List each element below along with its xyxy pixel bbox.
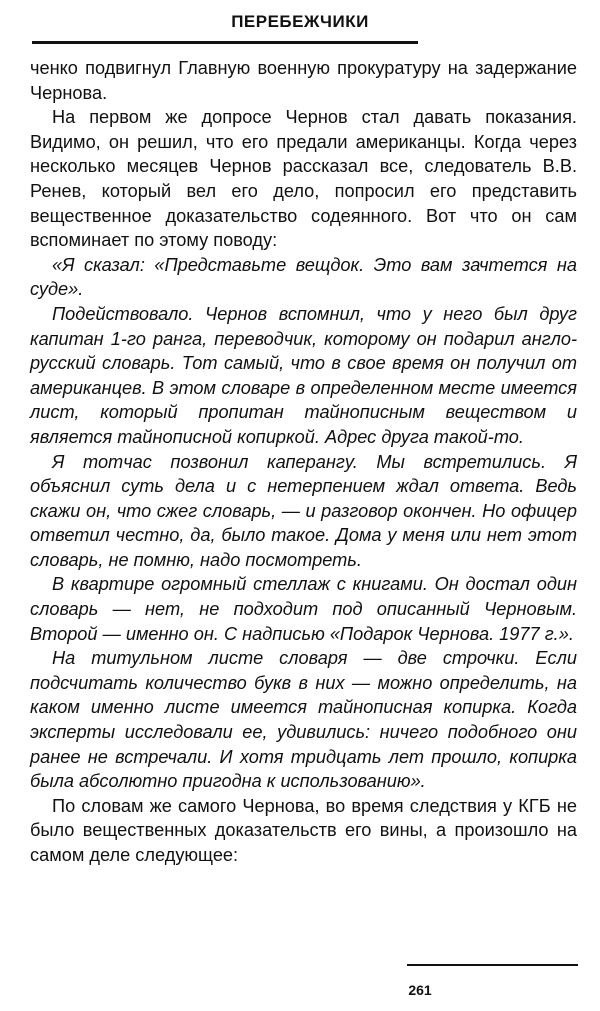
page-number: 261 — [408, 982, 432, 998]
quote-paragraph: Я тотчас позвонил каперангу. Мы встретились. Я объяснил суть дела и с нетерпением ждал ответа. Ведь скажи он, что сжег словарь, — и разговор окончен. Но офицер ответил честно, да, было такое. Дома у меня или нет этот словарь, не помню, надо посмотреть. — [30, 451, 577, 570]
quote-paragraph: «Я сказал: «Представьте вещдок. Это вам зачтется на суде». — [30, 254, 577, 300]
paragraph: На первом же допросе Чернов стал давать показания. Видимо, он решил, что его предали американцы. Когда через несколько месяцев Чернов рассказал все, следователь В.В. Ренев, который вел его дело, попросил его представить вещественное доказательство содеянного. Вот что он сам вспоминает по этому поводу: — [30, 107, 577, 251]
paragraph: По словам же самого Чернова, во время следствия у КГБ не было вещественных доказательств его вины, а произошло на самом деле следующее: — [30, 795, 577, 865]
body-text — [30, 56, 577, 868]
running-header: ПЕРЕБЕЖЧИКИ — [231, 12, 369, 31]
header-rule — [32, 41, 418, 44]
quote-paragraph: На титульном листе словаря — две строчки. Если подсчитать количество букв в них — можно определить, на каком именно листе имеется тайнописная копирка. Когда эксперты исследовали ее, удивились: ничего подобного они ранее не встречали. И хотя тридцать лет прошло, копирка была абсолютно пригодна к использованию». — [30, 648, 577, 792]
paragraph: ченко подвигнул Главную военную прокуратуру на задержание Чернова. — [30, 58, 577, 103]
quote-paragraph: Подействовало. Чернов вспомнил, что у него был друг капитан 1-го ранга, переводчик, которому он подарил англо-русский словарь. Тот самый, что в свое время он получил от американцев. В этом словаре в определенном месте имеется лист, который пропитан тайнописным веществом и является тайнописной копиркой. Адрес друга такой-то. — [30, 303, 577, 447]
quote-paragraph: В квартире огромный стеллаж с книгами. Он достал один словарь — нет, не подходит под описанный Черновым. Второй — именно он. С надписью «Подарок Чернова. 1977 г.». — [30, 574, 577, 644]
footer-rule — [407, 964, 578, 966]
